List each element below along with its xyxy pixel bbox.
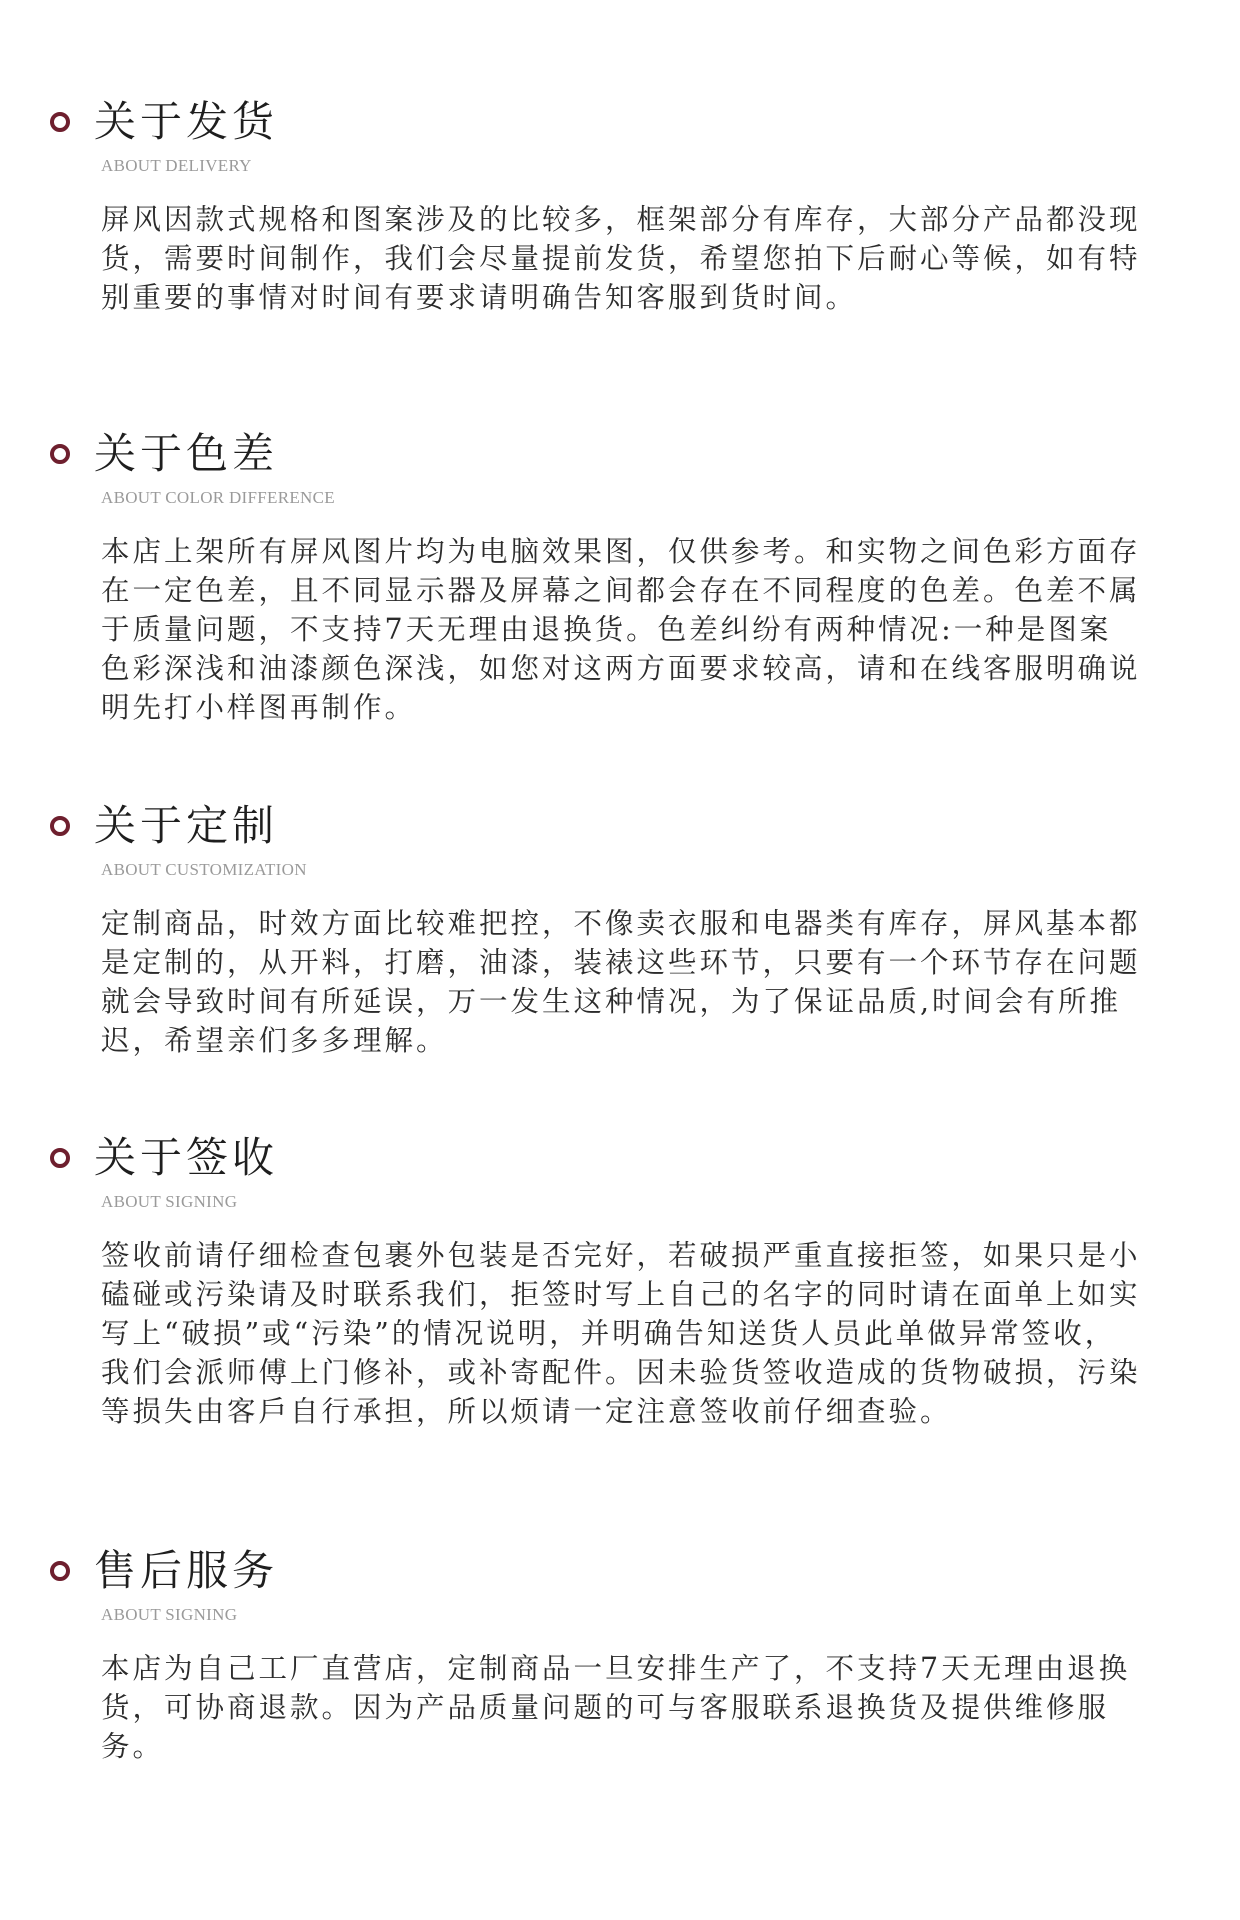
section-title: 关于色差 [94,429,279,478]
section-subtitle: ABOUT DELIVERY [101,156,252,175]
section-title: 关于发货 [94,97,279,146]
circle-icon [50,816,70,836]
section-body: 本店上架所有屏风图片均为电脑效果图，仅供参考。和实物之间色彩方面存在一定色差，且不同显示器及屏幕之间都会存在不同程度的色差。色差不属于质量问题，不支持7天无理由退换货。色差纠纷有两种情况:一种是图案色彩深浅和油漆颜色深浅，如您对这两方面要求较高，请和在线客服明确说明先打小样图再制作。 [101,535,1141,724]
circle-icon [50,444,70,464]
circle-icon [50,1148,70,1168]
section-heading [50,1541,278,1601]
section-heading [50,424,278,484]
section-subtitle: ABOUT COLOR DIFFERENCE [101,488,335,507]
section-heading [50,92,278,152]
section-body: 定制商品，时效方面比较难把控，不像卖衣服和电器类有库存，屏风基本都是定制的，从开料，打磨，油漆，装裱这些环节，只要有一个环节存在问题就会导致时间有所延误，万一发生这种情况，为了保证品质,时间会有所推迟，希望亲们多多理解。 [101,907,1141,1057]
section-heading [50,796,278,856]
circle-icon [50,1561,70,1581]
section-subtitle: ABOUT SIGNING [101,1605,238,1624]
section-body: 签收前请仔细检查包裹外包装是否完好，若破损严重直接拒签，如果只是小磕碰或污染请及时联系我们，拒签时写上自己的名字的同时请在面单上如实写上“破损”或“污染”的情况说明，并明确告知送货人员此单做异常签收，我们会派师傅上门修补，或补寄配件。因未验货签收造成的货物破损，污染等损失由客戶自行承担，所以烦请一定注意签收前仔细查验。 [101,1239,1141,1428]
section-title: 关于签收 [94,1133,279,1182]
circle-icon [50,112,70,132]
section-heading [50,1128,278,1188]
section-title: 关于定制 [94,801,279,850]
section-body: 本店为自己工厂直营店，定制商品一旦安排生产了，不支持7天无理由退换货，可协商退款。因为产品质量问题的可与客服联系退换货及提供维修服务。 [101,1652,1131,1763]
section-subtitle: ABOUT SIGNING [101,1192,238,1211]
section-title: 售后服务 [94,1546,279,1595]
section-subtitle: ABOUT CUSTOMIZATION [101,860,307,879]
section-body: 屏风因款式规格和图案涉及的比较多，框架部分有库存，大部分产品都没现货，需要时间制作，我们会尽量提前发货，希望您拍下后耐心等候，如有特别重要的事情对时间有要求请明确告知客服到货时间。 [101,203,1141,314]
